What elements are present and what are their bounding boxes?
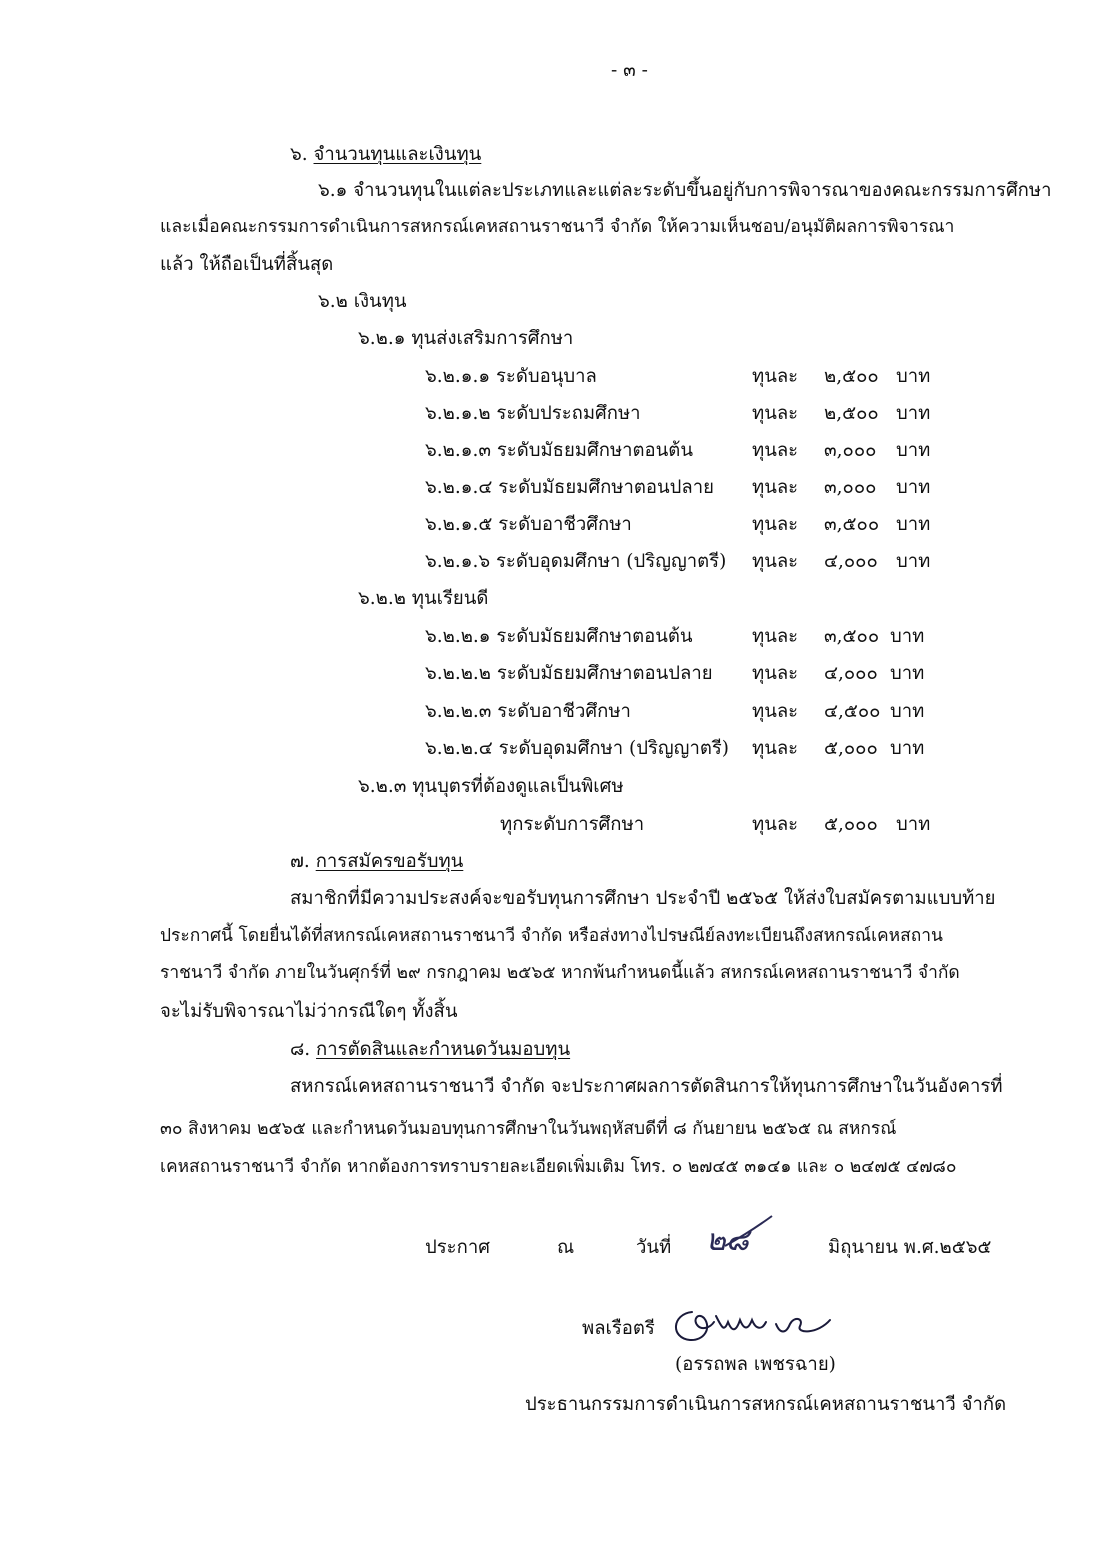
grant-unit: บาท (896, 366, 931, 387)
grant-label: ๖.๒.๑.๓ ระดับมัธยมศึกษาตอนต้น (425, 440, 693, 461)
announce-month-year: มิถุนายน พ.ศ.๒๕๖๕ (828, 1237, 992, 1258)
signer-name: (อรรถพล เพชรฉาย) (675, 1354, 836, 1375)
grant-label: ๖.๒.๑.๑ ระดับอนุบาล (425, 366, 597, 387)
section-6-heading (290, 146, 481, 165)
grant-amount: ๔,๐๐๐ (824, 551, 878, 572)
grant-per: ทุนละ (752, 626, 799, 647)
section-7-heading (290, 853, 463, 872)
grant-label: ๖.๒.๑.๖ ระดับอุดมศึกษา (ปริญญาตรี) (425, 551, 727, 572)
section-8-heading (290, 1041, 570, 1060)
section-8-line-1: สหกรณ์เคหสถานราชนาวี จำกัด จะประกาศผลการตัดสินการให้ทุนการศึกษาในวันอังคารที่ (290, 1076, 1003, 1097)
grant-label: ๖.๒.๒.๒ ระดับมัธยมศึกษาตอนปลาย (425, 663, 713, 684)
announce-day-handwritten: ๒๘ (706, 1223, 749, 1258)
grant-label: ๖.๒.๒.๓ ระดับอาชีวศึกษา (425, 701, 631, 722)
announce-word: ประกาศ (425, 1237, 490, 1258)
grant-unit: บาท (890, 738, 925, 759)
section-7-line-1: สมาชิกที่มีความประสงค์จะขอรับทุนการศึกษา ประจำปี ๒๕๖๕ ให้ส่งใบสมัครตามแบบท้าย (290, 888, 996, 909)
grant-unit: บาท (890, 626, 925, 647)
grant-amount: ๒,๕๐๐ (824, 366, 879, 387)
section-8-line-3: เคหสถานราชนาวี จำกัด หากต้องการทราบรายละเอียดเพิ่มเติม โทร. ๐ ๒๗๔๕ ๓๑๔๑ และ ๐ ๒๔๗๕ ๔๗๘๐ (160, 1157, 957, 1177)
section-6-number: ๖. (290, 144, 308, 165)
section-8-title: การตัดสินและกำหนดวันมอบทุน (316, 1039, 571, 1060)
grant-amount: ๓,๐๐๐ (824, 440, 877, 461)
section-7-title: การสมัครขอรับทุน (315, 851, 464, 872)
section-8-line-2: ๓๐ สิงหาคม ๒๕๖๕ และกำหนดวันมอบทุนการศึกษาในวันพฤหัสบดีที่ ๘ กันยายน ๒๕๖๕ ณ สหกรณ์ (160, 1119, 897, 1139)
grant-per: ทุนละ (752, 701, 799, 722)
subsection-6-2-1-title: ๖.๒.๑ ทุนส่งเสริมการศึกษา (358, 328, 574, 349)
grant-unit: บาท (896, 551, 931, 572)
grant-amount: ๔,๐๐๐ (824, 663, 878, 684)
grant-label: ทุกระดับการศึกษา (500, 814, 645, 835)
grant-amount: ๔,๕๐๐ (824, 701, 881, 722)
grant-per: ทุนละ (752, 440, 799, 461)
grant-per: ทุนละ (752, 477, 799, 498)
grant-per: ทุนละ (752, 551, 799, 572)
grant-per: ทุนละ (752, 738, 799, 759)
grant-per: ทุนละ (752, 814, 799, 835)
subsection-6-2-2-title: ๖.๒.๒ ทุนเรียนดี (358, 588, 489, 609)
grant-per: ทุนละ (752, 514, 799, 535)
section-7-number: ๗. (290, 851, 310, 872)
para-6-1-line-1: ๖.๑ จำนวนทุนในแต่ละประเภทและแต่ละระดับขึ้นอยู่กับการพิจารณาของคณะกรรมการศึกษา (318, 180, 1052, 201)
grant-unit: บาท (896, 477, 931, 498)
grant-amount: ๓,๕๐๐ (824, 514, 880, 535)
grant-amount: ๒,๕๐๐ (824, 403, 879, 424)
section-6-title: จำนวนทุนและเงินทุน (313, 144, 482, 165)
signature-icon (668, 1300, 838, 1350)
section-7-line-4: จะไม่รับพิจารณาไม่ว่ากรณีใดๆ ทั้งสิ้น (160, 1001, 458, 1022)
grant-amount: ๕,๐๐๐ (824, 738, 878, 759)
handwriting-stroke-icon (720, 1212, 780, 1252)
grant-per: ทุนละ (752, 366, 799, 387)
grant-unit: บาท (890, 663, 925, 684)
subsection-6-2-3-title: ๖.๒.๓ ทุนบุตรที่ต้องดูแลเป็นพิเศษ (358, 776, 624, 797)
para-6-1-line-2: และเมื่อคณะกรรมการดำเนินการสหกรณ์เคหสถานราชนาวี จำกัด ให้ความเห็นชอบ/อนุมัติผลการพิจารณา (160, 217, 955, 237)
grant-amount: ๓,๕๐๐ (824, 626, 880, 647)
grant-per: ทุนละ (752, 663, 799, 684)
grant-per: ทุนละ (752, 403, 799, 424)
announce-at: ณ (557, 1237, 575, 1258)
announce-date-label: วันที่ (636, 1237, 672, 1258)
grant-unit: บาท (896, 814, 931, 835)
grant-unit: บาท (896, 403, 931, 424)
section-7-line-2: ประกาศนี้ โดยยื่นได้ที่สหกรณ์เคหสถานราชนาวี จำกัด หรือส่งทางไปรษณีย์ลงทะเบียนถึงสหกรณ์เคหสถาน (160, 926, 943, 946)
para-6-1-line-3: แล้ว ให้ถือเป็นที่สิ้นสุด (160, 254, 334, 275)
signer-rank: พลเรือตรี (582, 1318, 655, 1339)
grant-label: ๖.๒.๑.๒ ระดับประถมศึกษา (425, 403, 641, 424)
grant-unit: บาท (896, 440, 931, 461)
grant-label: ๖.๒.๑.๔ ระดับมัธยมศึกษาตอนปลาย (425, 477, 714, 498)
section-7-line-3: ราชนาวี จำกัด ภายในวันศุกร์ที่ ๒๙ กรกฎาคม ๒๕๖๕ หากพ้นกำหนดนี้แล้ว สหกรณ์เคหสถานราชนาวี จำกัด (160, 963, 960, 983)
section-8-number: ๘. (290, 1039, 311, 1060)
page-number: - ๓ - (611, 60, 648, 81)
grant-unit: บาท (896, 514, 931, 535)
grant-label: ๖.๒.๒.๑ ระดับมัธยมศึกษาตอนต้น (425, 626, 693, 647)
grant-label: ๖.๒.๑.๕ ระดับอาชีวศึกษา (425, 514, 632, 535)
grant-unit: บาท (890, 701, 925, 722)
grant-label: ๖.๒.๒.๔ ระดับอุดมศึกษา (ปริญญาตรี) (425, 738, 729, 759)
signer-position: ประธานกรรมการดำเนินการสหกรณ์เคหสถานราชนาวี จำกัด (525, 1394, 1007, 1415)
grant-amount: ๓,๐๐๐ (824, 477, 877, 498)
grant-amount: ๕,๐๐๐ (824, 814, 878, 835)
subsection-6-2-title: ๖.๒ เงินทุน (318, 291, 407, 312)
